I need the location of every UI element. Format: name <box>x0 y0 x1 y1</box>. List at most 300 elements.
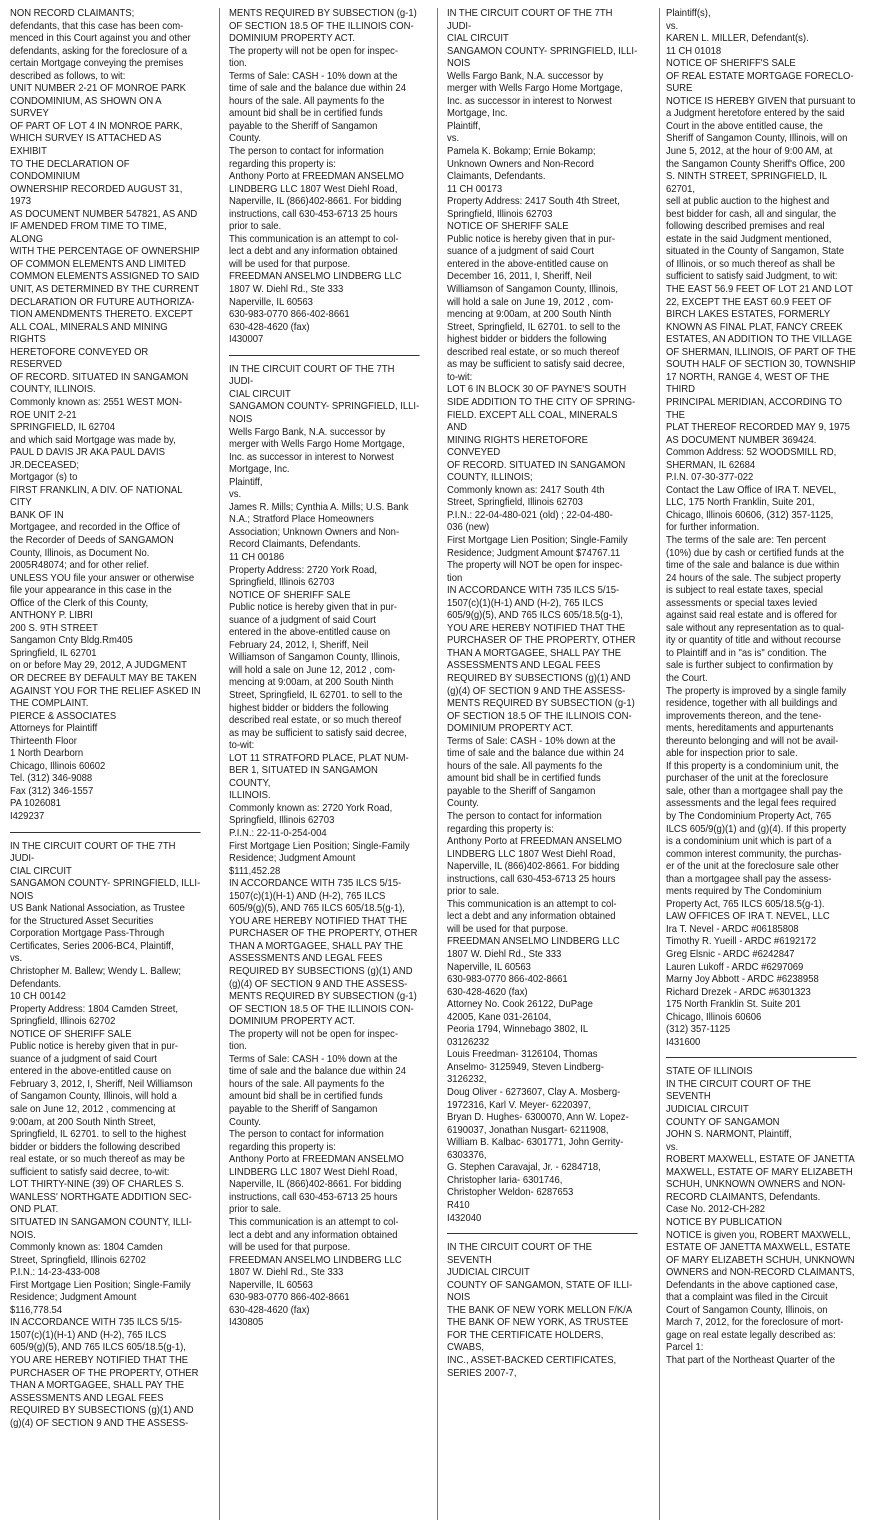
notice-line: 11 CH 01018 <box>665 45 722 57</box>
notice-line: THE EAST 56.9 FEET OF LOT 21 AND LOT <box>665 284 853 296</box>
notice-line: 24 hours of the sale. The subject property <box>665 572 841 584</box>
notice-line: THE BANK OF NEW YORK MELLON F/K/A <box>447 1304 633 1316</box>
notice-line: 630-428-4620 (fax) <box>447 986 528 998</box>
notice-line: LINDBERG LLC 1807 West Diehl Road, <box>447 848 616 860</box>
notice-line: Commonly known as: 2417 South 4th <box>447 484 605 496</box>
notice-line: UNLESS YOU file your answer or otherwise <box>10 572 195 584</box>
notice-line: Residence; Judgment Amount <box>228 853 356 865</box>
notice-line: ments, hereditaments and appurtenants <box>665 723 834 735</box>
notice-line: COUNTY, ILLINOIS. <box>10 384 96 396</box>
notice-line: YOU ARE HEREBY NOTIFIED THAT THE <box>228 915 407 927</box>
notice-line: 630-983-0770 866-402-8661 <box>447 974 568 986</box>
notice-line: Springfield, Illinois 62702 <box>10 1016 116 1028</box>
notice-line: Williamson of Sangamon County, Illinois, <box>228 652 400 664</box>
notice-line: OF RECORD. SITUATED IN SANGAMON <box>10 371 189 383</box>
notice-line: Property Address: 2720 York Road, <box>228 564 377 576</box>
notice-line: ASSESSMENTS AND LEGAL FEES <box>10 1392 164 1404</box>
notice-line: vs. <box>447 133 460 145</box>
notice-line: AGAINST YOU FOR THE RELIEF ASKED IN <box>10 685 201 697</box>
notice-line: PLAT THEREOF RECORDED MAY 9, 1975 <box>665 422 850 434</box>
notice-line: Christopher Iaria- 6301746, <box>447 1174 563 1186</box>
notice-line: THE COMPLAINT. <box>10 698 89 710</box>
notice-line: 605/9(g)(5), AND 765 ILCS 605/18.5(g-1), <box>10 1342 186 1354</box>
notice-line: instructions, call 630-453-6713 25 hours <box>447 873 616 885</box>
notice-line: Street, Springfield, Illinois 62703 <box>447 497 584 509</box>
notice-line: Commonly known as: 2551 WEST MON- <box>10 396 183 408</box>
notice-line: The person to contact for information <box>228 1129 384 1141</box>
notice-line: suance of a judgment of said Court <box>447 246 595 258</box>
notice-line: TION AMENDMENTS THERETO. EXCEPT <box>10 309 193 321</box>
notice-line: That part of the Northeast Quarter of the <box>665 1354 836 1366</box>
notice-line: FREEDMAN ANSELMO LINDBERG LLC <box>228 1254 402 1266</box>
notice-line: regarding this property is: <box>228 1141 336 1153</box>
notice-line: JUDICIAL CIRCUIT <box>447 1267 531 1279</box>
notice-line: following described premises and real <box>665 221 825 233</box>
notice-line: Commonly known as: 1804 Camden <box>10 1242 163 1254</box>
notice-line: sale without any representation as to qual- <box>665 622 844 634</box>
notice-line: time of the sale and balance is due within <box>665 560 840 572</box>
notice-line: BER 1, SITUATED IN SANGAMON COUNTY, <box>228 765 378 789</box>
notice-line: Mortgage, Inc. <box>447 108 508 120</box>
notice-line: 1507(c)(1)(H-1) AND (H-2), 765 ILCS <box>10 1329 167 1341</box>
notice-line: First Mortgage Lien Position; Single-Family <box>228 840 410 852</box>
notice-line: Street, Springfield, Illinois 62702 <box>10 1254 146 1266</box>
notice-line: er of the unit at the foreclosure sale other <box>665 861 839 873</box>
notice-line: for further information. <box>665 522 760 534</box>
notice-line: is subject to real estate taxes, special <box>665 585 823 597</box>
notice-line: sell at public auction to the highest and <box>665 196 830 208</box>
notice-line: I431600 <box>665 1036 701 1048</box>
notice-line: Anselmo- 3125949, Steven Lindberg- <box>447 1061 605 1073</box>
notice-line: Marny Joy Abbott - ARDC #6238958 <box>665 974 819 986</box>
notice-line: NOTICE IS HEREBY GIVEN that pursuant to <box>665 95 856 107</box>
notice-line: HERETOFORE CONVEYED OR RESERVED <box>10 346 149 371</box>
notice-line: purchaser of the unit at the foreclosure <box>665 773 829 785</box>
notice-line: I430007 <box>228 334 263 346</box>
notice-line: 17 NORTH, RANGE 4, WEST OF THE THIRD <box>665 371 830 396</box>
notice-line: 175 North Franklin St. Suite 201 <box>665 999 801 1011</box>
notice-line: WITH THE PERCENTAGE OF OWNERSHIP <box>10 246 200 258</box>
notice-line: Commonly known as: 2720 York Road, <box>228 802 392 814</box>
notice-line: Attorney No. Cook 26122, DuPage <box>447 999 594 1011</box>
notice-line: FIRST FRANKLIN, A DIV. OF NATIONAL CITY <box>10 484 183 509</box>
notice-line: Court of Sangamon County, Illinois, on <box>665 1304 828 1316</box>
notice-line: OF RECORD. SITUATED IN SANGAMON <box>447 459 626 471</box>
notice-line: 1807 W. Diehl Rd., Ste 333 <box>228 1267 343 1279</box>
notice-line: IN THE CIRCUIT COURT OF THE SEVENTH <box>665 1078 811 1103</box>
notice-line: June 5, 2012, at the hour of 9:00 AM, at <box>665 146 833 158</box>
notice-line: WANLESS' NORTHGATE ADDITION SEC- <box>10 1191 192 1203</box>
notice-line: ALL COAL, MINERALS AND MINING RIGHTS <box>10 321 168 346</box>
notice-line: time of sale and the balance due within 24 <box>228 83 406 95</box>
notice-line: described real estate, or so much thereof <box>447 346 620 358</box>
notice-line: Anthony Porto at FREEDMAN ANSELMO <box>228 171 404 183</box>
notice-line: amount bid shall be in certified funds <box>228 108 383 120</box>
notice-line: merger with Wells Fargo Home Mortgage, <box>228 439 405 451</box>
notice-line: (g)(4) OF SECTION 9 AND THE ASSESS- <box>447 685 626 697</box>
notice-line: THAN A MORTGAGEE, SHALL PAY THE <box>10 1380 185 1392</box>
notice-line: Mortgagee, and recorded in the Office of <box>10 522 180 534</box>
notice-line: prior to sale. <box>228 1204 281 1216</box>
notice-line: described as follows, to wit: <box>10 70 126 82</box>
notice-line: gage on real estate legally described as: <box>665 1329 836 1341</box>
notice-line: suance of a judgment of said Court <box>10 1053 157 1065</box>
notice-line: instructions, call 630-453-6713 25 hours <box>228 208 398 220</box>
notice-line: Plaintiff(s), <box>665 8 711 19</box>
notice-line: to-wit: <box>447 371 473 383</box>
notice-line: 11 CH 00173 <box>447 183 503 195</box>
notice-line: will hold a sale on June 12, 2012 , com- <box>228 664 396 676</box>
notice-line: as may be sufficient to satisfy said decree, <box>447 359 626 371</box>
notice-line: MINING RIGHTS HERETOFORE CONVEYED <box>447 434 589 459</box>
notice-line: 200 S. 9TH STREET <box>10 622 98 634</box>
notice-line: ity or quantity of title and without recourse <box>665 635 841 647</box>
notice-line: March 7, 2012, for the foreclosure of mort- <box>665 1317 844 1329</box>
legal-notice <box>666 8 857 1049</box>
notice-line: regarding this property is: <box>447 823 555 835</box>
notice-line: Naperville, IL (866)402-8661. For bidding <box>447 861 620 873</box>
notice-line: OF MARY ELIZABETH SCHUH, UNKNOWN <box>665 1254 855 1266</box>
notice-line: vs. <box>228 489 241 501</box>
notice-line: for the Structured Asset Securities <box>10 915 154 927</box>
notice-line: Public notice is hereby given that in pur- <box>447 233 616 245</box>
notice-line: DOMINIUM PROPERTY ACT. <box>228 1016 355 1028</box>
column-3 <box>447 8 653 1524</box>
notice-line: SIDE ADDITION TO THE CITY OF SPRING- <box>447 396 636 408</box>
notice-line: LAW OFFICES OF IRA T. NEVEL, LLC <box>665 911 830 923</box>
notice-line: Timothy R. Yueill - ARDC #6192172 <box>665 936 817 948</box>
notice-line: Terms of Sale: CASH - 10% down at the <box>447 735 616 747</box>
notice-line: CONDOMINIUM, AS SHOWN ON A SURVEY <box>10 95 162 120</box>
notice-line: ESTATE OF JANETTA MAXWELL, ESTATE <box>665 1242 851 1254</box>
notice-line: IN THE CIRCUIT COURT OF THE 7TH JUDI- <box>228 363 395 388</box>
notice-line: Attorneys for Plaintiff <box>10 723 98 735</box>
notice-line: NOTICE BY PUBLICATION <box>665 1216 782 1228</box>
notice-line: Chicago, Illinois 60602 <box>10 760 106 772</box>
notice-line: February 24, 2012, I, Sheriff, Neil <box>228 639 369 651</box>
notice-line: IN THE CIRCUIT COURT OF THE 7TH JUDI- <box>447 8 613 32</box>
notice-line: Louis Freedman- 3126104, Thomas <box>447 1049 598 1061</box>
notice-line: ESTATES, AN ADDITION TO THE VILLAGE <box>665 334 852 346</box>
notice-line: Williamson of Sangamon County, Illinois, <box>447 284 619 296</box>
notice-line: 630-428-4620 (fax) <box>228 321 310 333</box>
notice-line: suance of a judgment of said Court <box>228 614 376 626</box>
notice-line: Springfield, IL 62701 <box>10 647 97 659</box>
notice-line: I430805 <box>228 1317 263 1329</box>
notice-line: CIAL CIRCUIT <box>10 865 72 877</box>
notice-line: lect a debt and any information obtained <box>228 1229 398 1241</box>
notice-line: against said real estate and is offered for <box>665 610 837 622</box>
notice-line: lect a debt and any information obtained <box>447 911 616 923</box>
notice-line: Terms of Sale: CASH - 10% down at the <box>228 1053 398 1065</box>
notice-line: Inc. as successor in interest to Norwest <box>228 451 394 463</box>
notice-line: Ira T. Nevel - ARDC #06185808 <box>665 923 799 935</box>
notice-line: prior to sale. <box>228 221 281 233</box>
notice-line: IN ACCORDANCE WITH 735 ILCS 5/15- <box>10 1317 183 1329</box>
notice-line: certain Mortgage conveying the premises <box>10 58 184 70</box>
notice-line: ASSESSMENTS AND LEGAL FEES <box>228 953 383 965</box>
notice-line: menced in this Court against you and other <box>10 33 191 45</box>
notice-line: Sangamon Cnty Bldg.Rm405 <box>10 635 133 647</box>
notice-line: REQUIRED BY SUBSECTIONS (g)(1) AND <box>447 672 631 684</box>
legal-notice <box>666 1066 857 1367</box>
column-1 <box>10 8 216 1524</box>
notice-line: Springfield, Illinois 62703 <box>228 577 335 589</box>
notice-line: Property Address: 1804 Camden Street, <box>10 1003 179 1015</box>
notice-line: highest bidder or bidders the following <box>228 702 389 714</box>
notice-line: 630-983-0770 866-402-8661 <box>228 1292 350 1304</box>
notice-line: UNIT NUMBER 2-21 OF MONROE PARK <box>10 83 187 95</box>
notice-line: payable to the Sheriff of Sangamon <box>228 120 378 132</box>
notice-line: thereunto belonging and will not be avail- <box>665 735 839 747</box>
notice-line: Naperville, IL (866)402-8661. For bidding <box>228 1179 402 1191</box>
notice-line: SANGAMON COUNTY- SPRINGFIELD, ILLI- <box>10 878 201 890</box>
notice-line: that a complaint was filed in the Circuit <box>665 1292 828 1304</box>
notice-line: time of sale and the balance due within 24 <box>228 1066 406 1078</box>
notice-line: to Plaintiff and in "as is" condition. The <box>665 647 827 659</box>
notice-line: real estate, or so much thereof as may be <box>10 1154 185 1166</box>
notice-line: DOMINIUM PROPERTY ACT. <box>228 33 355 45</box>
notice-line: JUDICIAL CIRCUIT <box>665 1104 749 1116</box>
notice-line: sale, other than a mortgagee shall pay the <box>665 785 843 797</box>
notice-line: ments required by The Condominium <box>665 886 822 898</box>
notice-line: THAN A MORTGAGEE, SHALL PAY THE <box>447 647 622 659</box>
notice-line: Springfield, Illinois 62703 <box>228 815 335 827</box>
notice-line: Richard Drezek - ARDC #6301323 <box>665 986 811 998</box>
notice-line: NOTICE is given you, ROBERT MAXWELL, <box>665 1229 851 1241</box>
notice-line: AS DOCUMENT NUMBER 547821, AS AND <box>10 208 198 220</box>
notice-line: OF SECTION 18.5 OF THE ILLINOIS CON- <box>228 1003 414 1015</box>
notice-line: LOT 11 STRATFORD PLACE, PLAT NUM- <box>228 752 409 764</box>
notice-line: Wells Fargo Bank, N.A. successor by <box>447 70 604 82</box>
notice-line: IN ACCORDANCE WITH 735 ILCS 5/15- <box>447 585 620 597</box>
notice-line: REQUIRED BY SUBSECTIONS (g)(1) AND <box>10 1405 194 1417</box>
notice-line: SPRINGFIELD, IL 62704 <box>10 422 115 434</box>
notice-line: entered in the above-entitled cause on <box>447 258 609 270</box>
notice-line: Sheriff of Sangamon County, Illinois, will on <box>665 133 848 145</box>
notice-line: 1507(c)(1)(H-1) AND (H-2), 765 ILCS <box>447 597 604 609</box>
notice-line: Association; Unknown Owners and Non- <box>228 526 399 538</box>
notice-line: Fax (312) 346-1557 <box>10 785 94 797</box>
notice-line: is a condominium unit which is part of a <box>665 836 832 848</box>
notice-line: PURCHASER OF THE PROPERTY, OTHER <box>447 635 636 647</box>
notice-line: P.I.N. 07-30-377-022 <box>665 472 754 484</box>
notice-line: The person to contact for information <box>447 811 603 822</box>
notice-line: If this property is a condominium unit, the <box>665 760 839 772</box>
notice-line: Mortgagor (s) to <box>10 472 78 484</box>
notice-line: CIAL CIRCUIT <box>447 33 510 45</box>
notice-line: bidder or bidders the following described <box>10 1141 181 1153</box>
notice-line: Residence; Judgment Amount $74767.11 <box>447 547 621 559</box>
notice-line: tion <box>447 572 463 584</box>
notice-line: than a mortgagee shall pay the assess- <box>665 873 832 885</box>
notice-line: IN THE CIRCUIT COURT OF THE 7TH JUDI- <box>10 840 176 865</box>
notice-line: time of sale and the balance due within 24 <box>447 748 625 760</box>
notice-line: common interest community, the purchas- <box>665 848 842 860</box>
notice-line: defendants, asking for the foreclosure of a <box>10 45 187 57</box>
notice-line: MENTS REQUIRED BY SUBSECTION (g-1) <box>228 991 417 1003</box>
notice-line: Doug Oliver - 6273607, Clay A. Mosberg- <box>447 1087 621 1099</box>
notice-line: vs. <box>10 953 23 965</box>
notice-line: COUNTY, ILLINOIS; <box>447 472 533 484</box>
notice-line: OF SECTION 18.5 OF THE ILLINOIS CON- <box>447 710 632 722</box>
notice-line: will be used for that purpose. <box>228 258 350 270</box>
notice-line: NOTICE OF SHERIFF SALE <box>228 589 351 601</box>
notice-line: Corporation Mortgage Pass-Through <box>10 928 165 940</box>
notice-line: The property will not be open for inspec- <box>228 1028 398 1040</box>
notice-line: sufficient to satisfy said decree, to-wit: <box>10 1166 170 1178</box>
notice-line: IF AMENDED FROM TIME TO TIME, ALONG <box>10 221 167 245</box>
notice-line: Defendants in the above captioned case, <box>665 1279 838 1291</box>
notice-line: Tel. (312) 346-9088 <box>10 773 93 785</box>
notice-line: instructions, call 630-453-6713 25 hours <box>228 1191 398 1203</box>
notice-line: ILCS 605/9(g)(1) and (g)(4). If this property <box>665 823 847 835</box>
notice-line: OF PART OF LOT 4 IN MONROE PARK, <box>10 120 183 132</box>
notice-line: MENTS REQUIRED BY SUBSECTION (g-1) <box>447 698 636 710</box>
notice-line: on or before May 29, 2012, A JUDGMENT <box>10 660 187 672</box>
notice-line: file your appearance in this case in the <box>10 585 172 597</box>
notice-line: sale on June 12, 2012 , commencing at <box>10 1104 176 1116</box>
notice-line: PURCHASER OF THE PROPERTY, OTHER <box>228 928 418 940</box>
notice-line: Unknown Owners and Non-Record <box>447 158 595 170</box>
notice-divider <box>447 1233 638 1234</box>
notice-divider <box>10 832 201 833</box>
notice-line: COUNTY OF SANGAMON <box>665 1116 780 1128</box>
notice-line: RECORD CLAIMANTS, Defendants. <box>665 1191 821 1203</box>
column-2 <box>229 8 435 1524</box>
notice-line: YOU ARE HEREBY NOTIFIED THAT THE <box>10 1354 189 1366</box>
notice-line: OWNERSHIP RECORDED AUGUST 31, 1973 <box>10 183 183 208</box>
notice-line: SHERMAN, IL 62684 <box>665 459 756 471</box>
notice-line: OF SECTION 18.5 OF THE ILLINOIS CON- <box>228 20 414 32</box>
notice-line: LOT 6 IN BLOCK 30 OF PAYNE'S SOUTH <box>447 384 627 396</box>
notice-line: UNIT, AS DETERMINED BY THE CURRENT <box>10 284 200 296</box>
notice-line: This communication is an attempt to col- <box>228 233 399 245</box>
notice-line: Pamela K. Bokamp; Ernie Bokamp; <box>447 146 596 158</box>
notice-line: 630-983-0770 866-402-8661 <box>228 309 350 321</box>
notice-line: County, Illinois, as Document No. <box>10 547 150 559</box>
notice-line: amount bid shall be in certified funds <box>228 1091 383 1103</box>
notice-line: ANTHONY P. LIBRI <box>10 610 93 622</box>
notice-line: 11 CH 00186 <box>228 551 284 563</box>
notice-line: Naperville, IL 60563 <box>228 296 313 308</box>
notice-line: Greg Elsnic - ARDC #6242847 <box>665 949 795 961</box>
notice-line: JR.DECEASED; <box>10 459 79 471</box>
notice-line: THE BANK OF NEW YORK, AS TRUSTEE <box>447 1317 629 1329</box>
notice-line: hours of the sale. All payments fo the <box>228 1078 385 1090</box>
legal-notice <box>10 841 201 1431</box>
notice-line: will be used for that purpose. <box>447 923 569 935</box>
notice-line: ROBERT MAXWELL, ESTATE OF JANETTA <box>665 1154 855 1166</box>
notice-line: hours of the sale. All payments fo the <box>228 95 385 107</box>
notice-line: vs. <box>665 1141 679 1153</box>
notice-line: as may be sufficient to satisfy said decree, <box>228 727 407 739</box>
notice-line: 10 CH 00142 <box>10 991 66 1003</box>
notice-line: Plaintiff, <box>228 476 263 488</box>
notice-line: lect a debt and any information obtained <box>228 246 398 258</box>
notice-line: (10%) due by cash or certified funds at the <box>665 547 844 559</box>
notice-line: 1 North Dearborn <box>10 748 84 760</box>
notice-line: $116,778.54 <box>10 1304 62 1316</box>
notice-line: BIRCH LAKES ESTATES, FORMERLY <box>665 309 831 321</box>
notice-line: SOUTH HALF OF SECTION 30, TOWNSHIP <box>665 359 856 371</box>
notice-line: AS DOCUMENT NUMBER 369424. <box>665 434 817 446</box>
notice-line: COMMON ELEMENTS ASSIGNED TO SAID <box>10 271 200 283</box>
notice-line: OWNERS and NON-RECORD CLAIMANTS, <box>665 1267 855 1279</box>
notice-line: Naperville, IL 60563 <box>447 961 532 973</box>
notice-line: entered in the above-entitled cause on <box>10 1066 172 1078</box>
notice-line: the Sangamon County Sheriff's Office, 200 <box>665 158 845 170</box>
notice-line: Anthony Porto at FREEDMAN ANSELMO <box>447 836 623 848</box>
notice-line: 1807 W. Diehl Rd., Ste 333 <box>228 284 343 296</box>
notice-line: 6303376, <box>447 1149 487 1161</box>
notice-line: 1507(c)(1)(H-1) AND (H-2), 765 ILCS <box>228 890 386 902</box>
notice-line: NON RECORD CLAIMANTS; <box>10 8 135 19</box>
notice-line: YOU ARE HEREBY NOTIFIED THAT THE <box>447 622 626 634</box>
notice-line: The terms of the sale are: Ten percent <box>665 534 826 546</box>
notice-line: Street, Springfield, IL 62701. to sell to the <box>228 689 403 701</box>
notice-line: mencing at 9:00am, at 200 South Ninth <box>447 309 612 321</box>
notice-line: Terms of Sale: CASH - 10% down at the <box>228 70 398 82</box>
notice-line: SANGAMON COUNTY- SPRINGFIELD, ILLI- <box>228 401 419 413</box>
notice-line: able for inspection prior to sale. <box>665 748 798 760</box>
notice-line: THAN A MORTGAGEE, SHALL PAY THE <box>228 940 403 952</box>
notice-line: to-wit: <box>228 740 254 752</box>
notice-line: 605/9(g)(5), AND 765 ILCS 605/18.5(g-1), <box>228 903 405 915</box>
notice-line: by The Condominium Property Act, 765 <box>665 811 832 822</box>
notice-line: improvements thereon, and the tene- <box>665 710 822 722</box>
notice-line: PIERCE & ASSOCIATES <box>10 710 117 722</box>
notice-line: ASSESSMENTS AND LEGAL FEES <box>447 660 601 672</box>
notice-line: KNOWN AS FINAL PLAT, FANCY CREEK <box>665 321 843 333</box>
notice-line: hours of the sale. All payments fo the <box>447 760 603 772</box>
notice-line: 2005R48074; and for other relief. <box>10 560 150 572</box>
notice-line: 605/9(g)(5), AND 765 ILCS 605/18.5(g-1), <box>447 610 624 622</box>
notice-line: Plaintiff, <box>447 120 481 132</box>
notice-line: COUNTY OF SANGAMON, STATE OF ILLI- <box>447 1279 633 1291</box>
notice-line: NOTICE OF SHERIFF SALE <box>447 221 569 233</box>
notice-line: County. <box>228 1116 261 1128</box>
notice-line: Springfield, Illinois 62703 <box>447 208 553 220</box>
notice-line: $111,452.28 <box>228 865 280 877</box>
notice-line: 42005, Kane 031-26104, <box>447 1011 552 1023</box>
notice-line: Common Address: 52 WOODSMILL RD, <box>665 447 837 459</box>
notice-line: February 3, 2012, I, Sheriff, Neil Williamson <box>10 1078 193 1090</box>
notice-line: Record Claimants, Defendants. <box>228 539 361 551</box>
legal-notice <box>447 8 638 1225</box>
notice-line: IN THE CIRCUIT COURT OF THE SEVENTH <box>447 1242 593 1266</box>
notice-line: payable to the Sheriff of Sangamon <box>228 1104 378 1116</box>
notice-line: REQUIRED BY SUBSECTIONS (g)(1) AND <box>228 966 413 978</box>
notice-line: MAXWELL, ESTATE OF MARY ELIZABETH <box>665 1166 853 1178</box>
notice-line: situated in the County of Sangamon, State <box>665 246 845 258</box>
legal-notice <box>229 364 420 1330</box>
notice-line: Chicago, Illinois 60606, (312) 357-1125, <box>665 509 834 521</box>
notice-line: R410 <box>447 1199 470 1211</box>
notice-line: NOIS <box>10 890 34 902</box>
notice-line: Claimants, Defendants. <box>447 171 546 183</box>
notice-line: This communication is an attempt to col- <box>447 898 617 910</box>
notice-line: KAREN L. MILLER, Defendant(s). <box>665 33 809 45</box>
notice-line: S. NINTH STREET, SPRINGFIELD, IL 62701, <box>665 171 827 195</box>
notice-line: FIELD. EXCEPT ALL COAL, MINERALS AND <box>447 409 618 434</box>
notice-line: Property Address: 2417 South 4th Street, <box>447 196 621 208</box>
notice-line: STATE OF ILLINOIS <box>665 1066 753 1078</box>
notice-line: will hold a sale on June 19, 2012 , com- <box>447 296 614 308</box>
notice-line: SERIES 2007-7, <box>447 1367 517 1379</box>
notice-line: OF SHERMAN, ILLINOIS, OF PART OF THE <box>665 346 856 358</box>
notice-line: N.A.; Stratford Place Homeowners <box>228 514 374 526</box>
